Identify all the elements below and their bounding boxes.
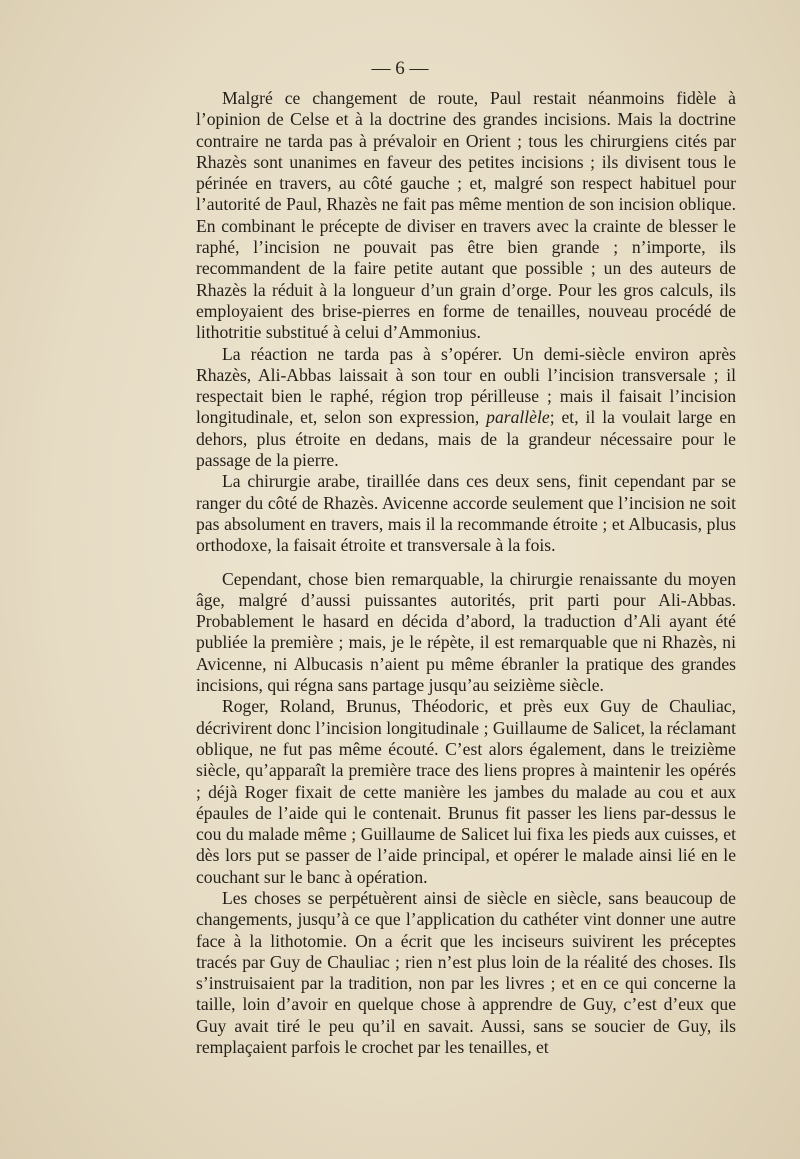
paragraph-5: Roger, Roland, Brunus, Théodoric, et près eux Guy de Chauliac, décrivirent donc l’incision longitudinale ; Guillaume de Salicet, la réclamant oblique, ne fut pas même écouté. C’est alors également, dans le treizième siècle, qu’apparaît la première trace des liens propres à maintenir les opérés ; déjà Roger fixait de cette manière les jambes du malade au cou et aux épaules de l’aide qui le contenait. Brunus fit passer les liens par-dessus le cou du malade même ; Guillaume de Salicet lui fixa les pieds aux cuisses, et dès lors put se passer de l’aide principal, et opérer le malade ainsi lié en le couchant sur le banc à opération. (196, 696, 736, 887)
paragraph-2 (196, 344, 736, 472)
paragraph-2-text: La réaction ne tarda pas à s’opérer. Un demi-siècle environ après Rhazès, Ali-Abbas laissait à son tour en oubli l’incision transversale ; il respectait bien le raphé, région trop périlleuse ; mais il faisait l’incision longitudinale, et, selon son expression, (196, 343, 736, 428)
paragraph-6: Les choses se perpétuèrent ainsi de siècle en siècle, sans beaucoup de changements, jusqu’à ce que l’application du cathéter vint donner une autre face à la lithotomie. On a écrit que les inciseurs suivirent les préceptes tracés par Guy de Chauliac ; rien n’est plus loin de la réalité des choses. Ils s’instruisaient par la tradition, non par les livres ; et en ce qui concerne la taille, loin d’avoir en quelque chose à apprendre de Guy, c’est d’eux que Guy avait tiré le peu qu’il en savait. Aussi, sans se soucier de Guy, ils remplaçaient parfois le crochet par les tenailles, et (196, 887, 736, 1058)
paragraph-4: Cependant, chose bien remarquable, la chirurgie renaissante du moyen âge, malgré d’aussi puissantes autorités, prit parti pour Ali-Abbas. Probablement le hasard en décida d’abord, la traduction d’Ali ayant été publiée la première ; mais, je le répète, il est remarquable que ni Rhazès, ni Avicenne, ni Albucasis n’aient pu même ébranler la pratique des grandes incisions, qui régna sans partage jusqu’au seizième siècle. (196, 568, 736, 696)
paragraph-2-italic: parallèle (486, 407, 550, 428)
body-text (196, 88, 736, 1058)
paragraph-1: Malgré ce changement de route, Paul restait néanmoins fidèle à l’opinion de Celse et à la doctrine des grandes incisions. Mais la doctrine contraire ne tarda pas à prévaloir en Orient ; tous les chirurgiens cités par Rhazès sont unanimes en faveur des petites incisions ; ils divisent tous le périnée en travers, au côté gauche ; et, malgré son respect habituel pour l’autorité de Paul, Rhazès ne fait pas même mention de son incision oblique. En combinant le précepte de diviser en travers avec la crainte de blesser le raphé, l’incision ne pouvait pas être bien grande ; n’importe, ils recommandent de la faire petite autant que possible ; un des auteurs de Rhazès la réduit à la longueur d’un grain d’orge. Pour les gros calculs, ils employaient des brise-pierres en forme de tenailles, nouveau procédé de lithotritie substitué à celui d’Ammonius. (196, 88, 736, 343)
paragraph-2-tail: ; et, il la voulait large en dehors, plus étroite en dedans, mais de la grandeur nécessaire pour le passage de la pierre. (196, 407, 736, 471)
page-number: — 6 — (371, 58, 429, 79)
paragraph-3: La chirurgie arabe, tiraillée dans ces deux sens, finit cependant par se ranger du côté de Rhazès. Avicenne accorde seulement que l’incision ne soit pas absolument en travers, mais il la recommande étroite ; et Albucasis, plus orthodoxe, la faisait étroite et transversale à la fois. (196, 471, 736, 556)
